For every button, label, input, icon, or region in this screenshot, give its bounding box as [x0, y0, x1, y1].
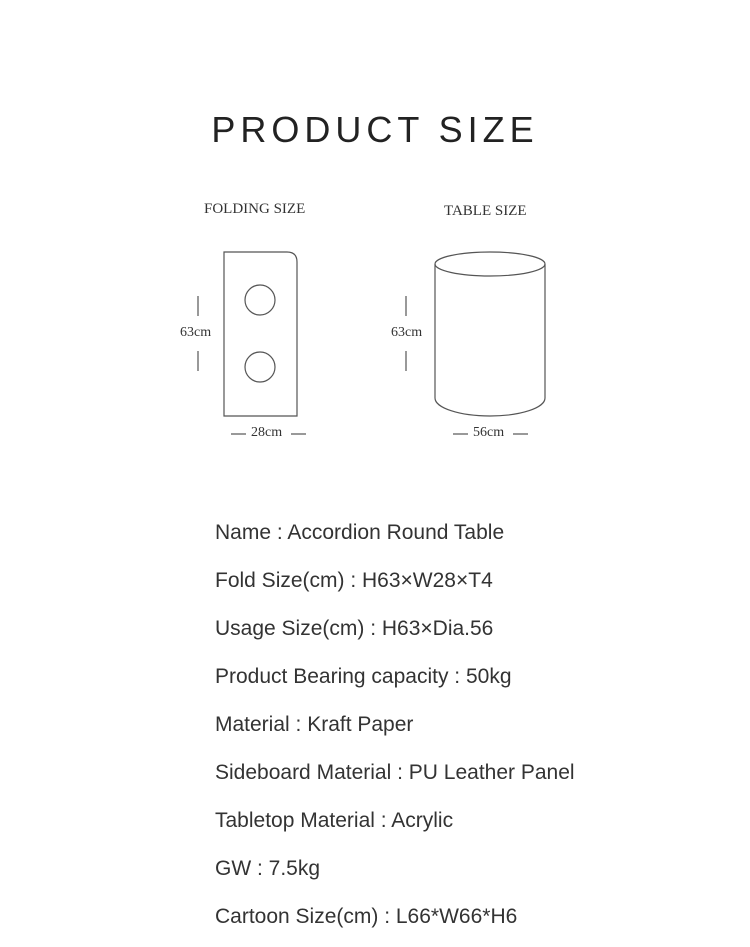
table-height-label: 63cm [391, 325, 423, 340]
table-top-ellipse [435, 252, 545, 276]
table-diameter-label: 56cm [473, 425, 505, 440]
spec-carton-size: Cartoon Size(cm) : L66*W66*H6 [215, 905, 518, 928]
spec-name: Name : Accordion Round Table [215, 521, 505, 544]
table-body-outline [435, 264, 545, 416]
spec-usage-size: Usage Size(cm) : H63×Dia.56 [215, 617, 494, 640]
folding-height-label: 63cm [180, 325, 212, 340]
spec-material: Material : Kraft Paper [215, 713, 414, 736]
folding-panel-drawing [198, 252, 306, 434]
page-title: PRODUCT SIZE [211, 109, 539, 150]
table-size-label: TABLE SIZE [444, 203, 527, 219]
spec-list [215, 515, 575, 947]
spec-tabletop-material: Tabletop Material : Acrylic [215, 809, 454, 832]
spec-bearing-capacity: Product Bearing capacity : 50kg [215, 665, 512, 688]
folding-panel-hole-bottom [245, 352, 275, 382]
folding-width-label: 28cm [251, 425, 283, 440]
table-cylinder-drawing [406, 252, 545, 434]
spec-fold-size: Fold Size(cm) : H63×W28×T4 [215, 569, 493, 592]
spec-sideboard-material: Sideboard Material : PU Leather Panel [215, 761, 575, 784]
folding-panel-outline [224, 252, 297, 416]
folding-size-label: FOLDING SIZE [204, 201, 306, 217]
product-size-diagram [0, 0, 750, 470]
folding-panel-hole-top [245, 285, 275, 315]
spec-gross-weight: GW : 7.5kg [215, 857, 321, 880]
